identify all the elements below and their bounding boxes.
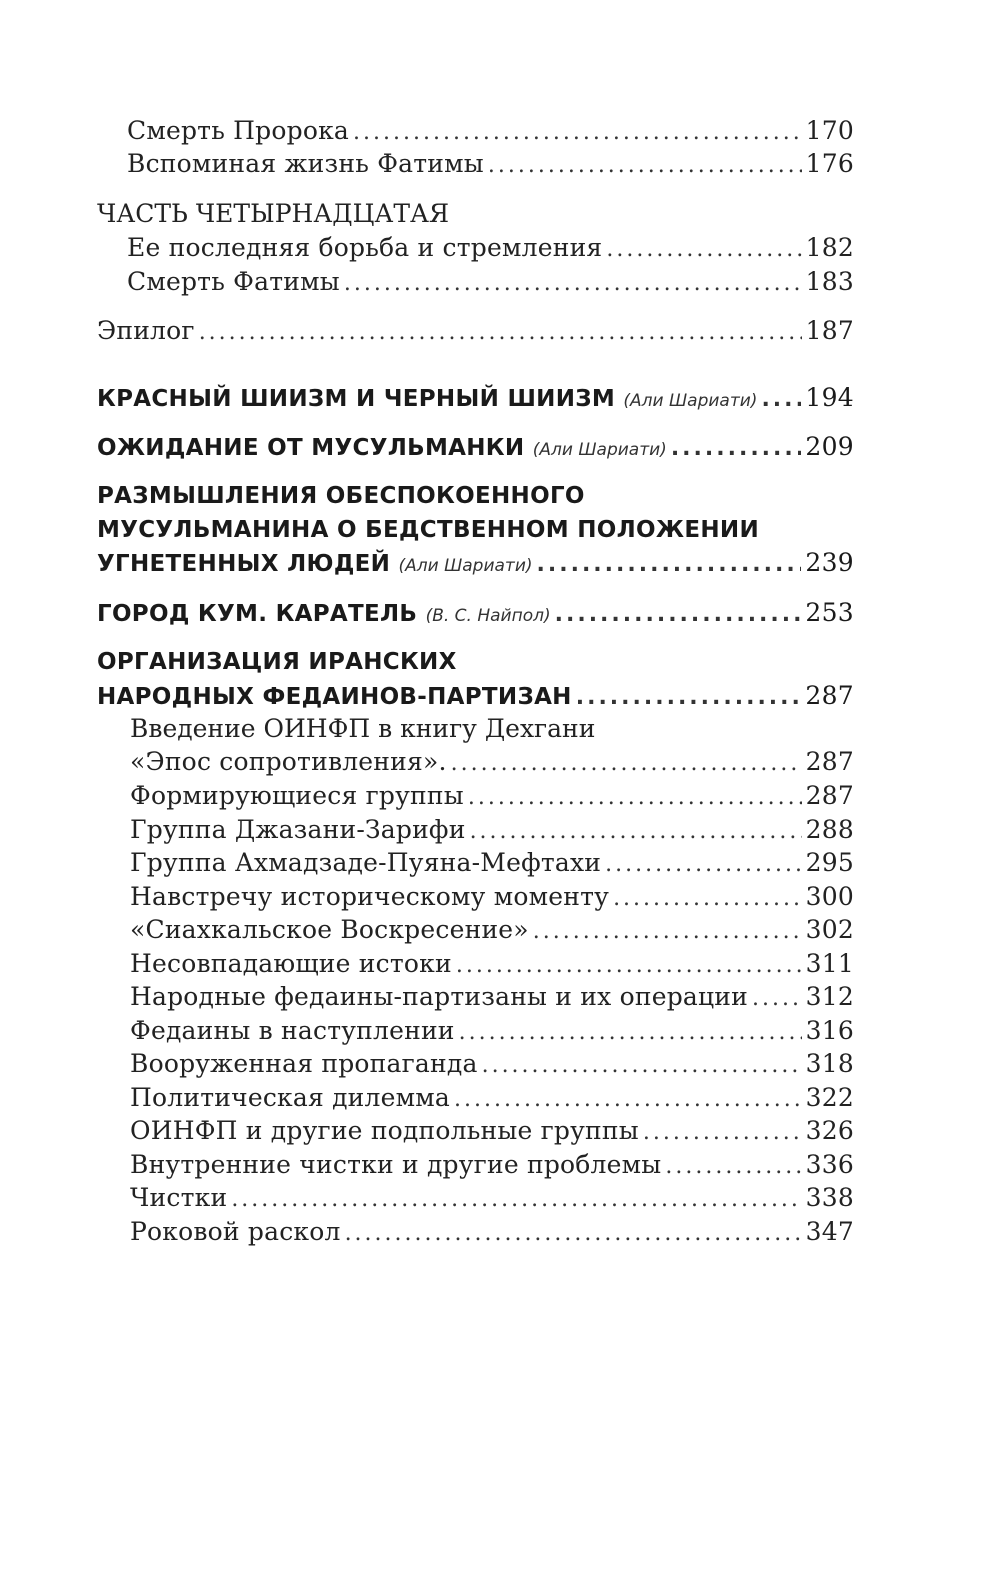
toc-entry-page: 311 — [805, 949, 854, 978]
toc-entry-page: 347 — [805, 1217, 854, 1246]
dot-leader — [555, 598, 802, 632]
dot-leader — [456, 950, 802, 982]
author-name: (Али Шариати) — [532, 440, 667, 460]
toc-entry-page: 312 — [805, 982, 854, 1011]
toc-entry-title: Внутренние чистки и другие проблемы — [130, 1150, 662, 1179]
toc-entry-page: 187 — [805, 316, 854, 345]
toc-entry-page: 338 — [805, 1183, 854, 1212]
toc-entry — [127, 266, 854, 300]
dot-leader — [344, 268, 802, 300]
toc-section — [97, 430, 854, 467]
toc-entry-title: Эпилог — [97, 316, 195, 345]
author-name: (Али Шариати) — [398, 556, 533, 576]
toc-section-page: 209 — [805, 432, 854, 461]
toc-section — [97, 679, 854, 715]
dot-leader — [459, 1017, 802, 1049]
toc-entry-title: «Эпос сопротивления». — [130, 747, 447, 776]
toc-entry-title: Политическая дилемма — [130, 1083, 450, 1112]
toc-section-title-line: МУСУЛЬМАНИНА О БЕДСТВЕННОМ ПОЛОЖЕНИИ — [97, 517, 760, 543]
toc-entry-title: Смерть Пророка — [127, 116, 350, 145]
dot-leader — [345, 1218, 802, 1250]
toc-entry — [130, 948, 854, 982]
toc-entry — [127, 232, 854, 266]
dot-leader — [468, 782, 802, 814]
toc-entry-title: Группа Ахмадзаде-Пуяна-Мефтахи — [130, 848, 602, 877]
toc-entry-title-line: Введение ОИНФП в книгу Дехгани — [130, 714, 596, 743]
toc-section-title: УГНЕТЕННЫХ ЛЮДЕЙ (Али Шариати) — [97, 551, 533, 577]
toc-section-page: 253 — [805, 598, 854, 627]
dot-leader — [231, 1184, 801, 1216]
dot-leader — [488, 150, 802, 182]
toc-section — [97, 596, 854, 633]
toc-entry — [130, 914, 854, 948]
dot-leader — [537, 548, 802, 582]
toc-entry — [130, 881, 854, 915]
part-heading: ЧАСТЬ ЧЕТЫРНАДЦАТАЯ — [97, 199, 450, 228]
toc-entry-title: Вспоминая жизнь Фатимы — [127, 149, 484, 178]
dot-leader — [665, 1151, 801, 1183]
toc-entry-title: Ее последняя борьба и стремления — [127, 233, 603, 262]
toc-entry-page: 318 — [805, 1049, 854, 1078]
dot-leader — [761, 383, 801, 417]
toc-entry — [127, 115, 854, 149]
toc-section-title: НАРОДНЫХ ФЕДАИНОВ-ПАРТИЗАН — [97, 684, 572, 710]
dot-leader — [671, 432, 802, 466]
toc-entry-title: Федаины в наступлении — [130, 1016, 455, 1045]
toc-entry-title: Чистки — [130, 1183, 228, 1212]
dot-leader — [451, 748, 802, 780]
toc-section-title-line: РАЗМЫШЛЕНИЯ ОБЕСПОКОЕННОГО — [97, 483, 585, 509]
toc-entry — [130, 981, 854, 1015]
toc-section — [97, 381, 854, 418]
dot-leader — [613, 883, 802, 915]
dot-leader — [454, 1084, 802, 1116]
toc-section-page: 287 — [805, 681, 854, 710]
toc-entry-page: 288 — [805, 815, 854, 844]
toc-entry-page: 300 — [805, 882, 854, 911]
dot-leader — [470, 816, 802, 848]
dot-leader — [353, 117, 802, 149]
toc-entry — [130, 1216, 854, 1250]
toc-entry — [130, 847, 854, 881]
toc-entry — [130, 1082, 854, 1116]
toc-entry-title: Несовпадающие истоки — [130, 949, 452, 978]
dot-leader — [576, 681, 802, 715]
toc-entry — [130, 1115, 854, 1149]
toc-section-title: ГОРОД КУМ. КАРАТЕЛЬ (В. С. Найпол) — [97, 601, 551, 627]
toc-section-title-line: ОРГАНИЗАЦИЯ ИРАНСКИХ — [97, 649, 457, 675]
dot-leader — [482, 1050, 802, 1082]
dot-leader — [199, 317, 802, 349]
toc-section-page: 194 — [805, 383, 854, 412]
toc-entry — [130, 746, 854, 780]
toc-entry — [130, 780, 854, 814]
toc-entry-page: 302 — [805, 915, 854, 944]
toc-entry-page: 316 — [805, 1016, 854, 1045]
toc-entry-title: Роковой раскол — [130, 1217, 341, 1246]
dot-leader — [533, 916, 802, 948]
toc-section-title: ОЖИДАНИЕ ОТ МУСУЛЬМАНКИ (Али Шариати) — [97, 435, 667, 461]
toc-entry-page: 322 — [805, 1083, 854, 1112]
toc-entry-title: Формирующиеся группы — [130, 781, 464, 810]
toc-entry — [130, 814, 854, 848]
toc-entry-title: Навстречу историческому моменту — [130, 882, 610, 911]
toc-entry — [130, 1182, 854, 1216]
toc-entry-title: Смерть Фатимы — [127, 267, 340, 296]
toc-entry-page: 287 — [805, 747, 854, 776]
toc-entry-page: 326 — [805, 1116, 854, 1145]
toc-entry — [130, 1048, 854, 1082]
toc-entry-title: Народные федаины-партизаны и их операции — [130, 982, 749, 1011]
toc-entry-page: 170 — [805, 116, 854, 145]
dot-leader — [752, 983, 802, 1015]
toc-entry — [127, 148, 854, 182]
toc-entry-page: 176 — [805, 149, 854, 178]
toc-entry-epilogue — [97, 315, 854, 349]
toc-entry — [130, 1149, 854, 1183]
toc-entry-page: 336 — [805, 1150, 854, 1179]
toc-entry — [130, 1015, 854, 1049]
dot-leader — [605, 849, 802, 881]
toc-entry-page: 295 — [805, 848, 854, 877]
author-name: (В. С. Найпол) — [425, 606, 551, 626]
toc-entry-title: «Сиахкальское Воскресение» — [130, 915, 529, 944]
toc-entry-page: 287 — [805, 781, 854, 810]
toc-entry-title: ОИНФП и другие подпольные группы — [130, 1116, 639, 1145]
toc-entry-page: 182 — [805, 233, 854, 262]
toc-entry-page: 183 — [805, 267, 854, 296]
toc-section-title: КРАСНЫЙ ШИИЗМ И ЧЕРНЫЙ ШИИЗМ (Али Шариати) — [97, 386, 758, 412]
author-name: (Али Шариати) — [623, 391, 758, 411]
dot-leader — [606, 234, 801, 266]
dot-leader — [643, 1117, 802, 1149]
toc-entry-title: Группа Джазани-Зарифи — [130, 815, 466, 844]
toc-section-page: 239 — [805, 548, 854, 577]
toc-entry-title: Вооруженная пропаганда — [130, 1049, 478, 1078]
toc-section — [97, 546, 854, 583]
